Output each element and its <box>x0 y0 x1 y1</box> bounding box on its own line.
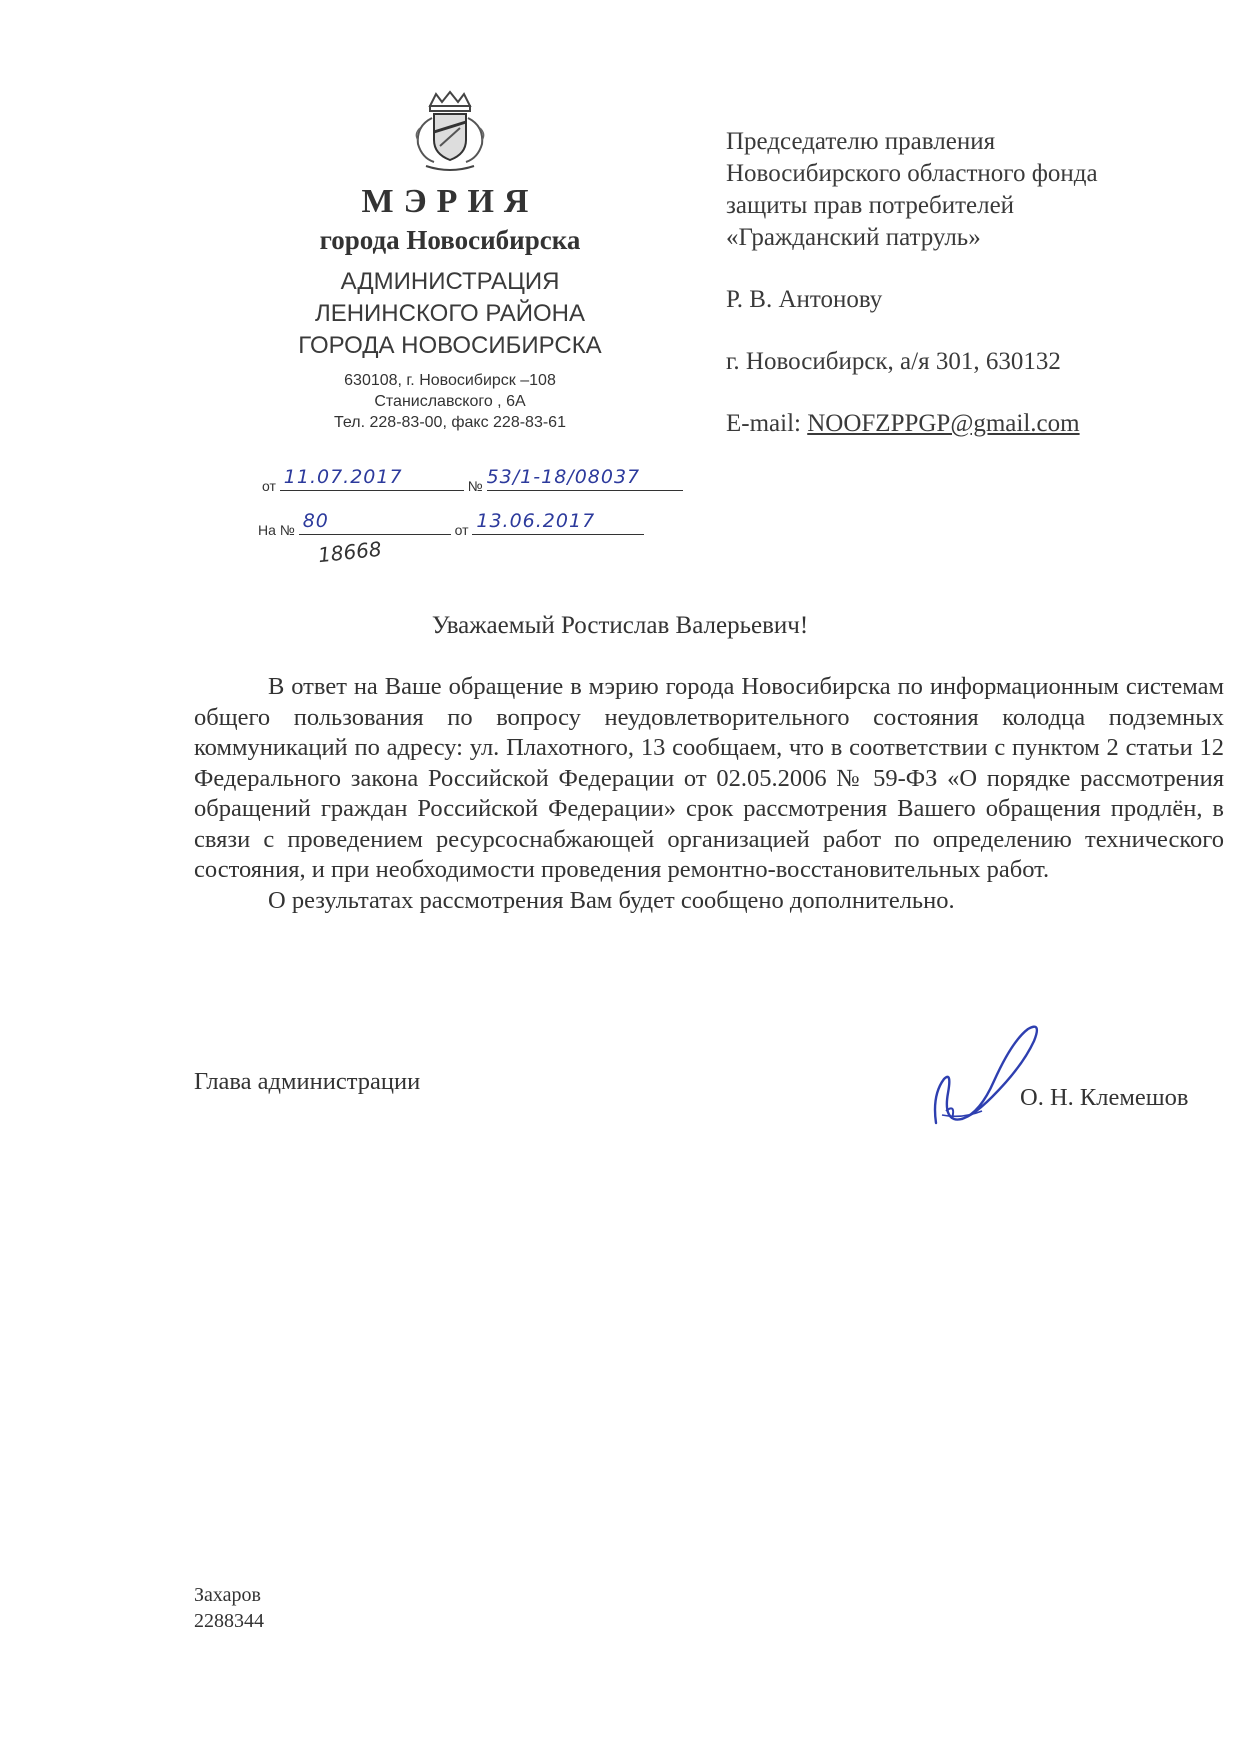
org-address-line: 630108, г. Новосибирск –108 <box>344 372 556 389</box>
reg-date-field <box>280 468 464 491</box>
org-city: города Новосибирска <box>319 225 581 255</box>
executor-name: Захаров <box>194 1584 261 1606</box>
hand-note: 18668 <box>316 536 383 568</box>
email-link[interactable]: NOOFZPPGP@gmail.com <box>807 410 1080 437</box>
org-admin-line: АДМИНИСТРАЦИЯ <box>340 268 560 295</box>
org-mayor: МЭРИЯ <box>361 183 539 220</box>
addressee-line: Новосибирского областного фонда <box>726 160 1098 187</box>
addressee-line: «Гражданский патруль» <box>726 224 981 251</box>
org-admin-line: ГОРОДА НОВОСИБИРСКА <box>298 332 602 359</box>
reg-date: 11.07.2017 <box>283 466 403 488</box>
registration-line-outgoing <box>262 468 683 494</box>
reply-date-field <box>472 512 644 535</box>
addressee-email-line <box>726 408 1206 440</box>
reg-from-label: от <box>262 478 276 494</box>
signatory-title: Глава администрации <box>194 1068 421 1095</box>
org-address-line: Станиславского , 6А <box>374 393 526 410</box>
org-address-line: Тел. 228-83-00, факс 228-83-61 <box>334 414 566 431</box>
salutation: Уважаемый Ростислав Валерьевич! <box>431 612 809 639</box>
org-address <box>230 370 670 433</box>
reply-from-label: от <box>454 522 469 538</box>
reply-number: 80 <box>302 510 329 532</box>
letter-body <box>194 672 1224 916</box>
executor-block <box>194 1582 264 1634</box>
reply-date: 13.06.2017 <box>476 510 596 532</box>
addressee-line: Председателю правления <box>726 128 996 155</box>
sender-block <box>230 88 670 433</box>
reg-number-label: № <box>467 478 483 494</box>
reply-number-field <box>299 512 451 535</box>
executor-phone: 2288344 <box>194 1610 264 1632</box>
org-admin-line: ЛЕНИНСКОГО РАЙОНА <box>314 300 586 327</box>
org-admin <box>230 266 670 362</box>
registration-line-reply <box>258 512 644 538</box>
reg-number-field <box>487 468 683 491</box>
body-paragraph: О результатах рассмотрения Вам будет сообщено дополнительно. <box>268 886 955 914</box>
signatory-name: О. Н. Клемешов <box>1020 1084 1189 1111</box>
addressee-line: защиты прав потребителей <box>726 192 1015 219</box>
body-paragraph: В ответ на Ваше обращение в мэрию города Новосибирска по информационным системам общего пользования по вопросу неудовлетворительного состояния колодца подземных коммуникаций по адресу: ул. Плахотного, 13 сообщаем, что в соответствии с пунктом 2 статьи 12 Федерального закона Российской Федерации от 02.05.2006 № 59-ФЗ «О порядке рассмотрения обращений граждан Российской Федерации» срок рассмотрения Вашего обращения продлён, в связи с проведением ресурсоснабжающей организацией работ по определению технического состояния, и при необходимости проведения ремонтно-восстановительных работ. <box>194 673 1224 883</box>
addressee-postal: г. Новосибирск, а/я 301, 630132 <box>726 348 1061 375</box>
addressee-block <box>726 126 1206 440</box>
reg-number: 53/1-18/08037 <box>486 466 641 488</box>
novosibirsk-coat-of-arms-icon <box>406 88 494 176</box>
email-label: E-mail: <box>726 410 808 437</box>
reply-label: На № <box>258 522 295 538</box>
addressee-name: Р. В. Антонову <box>726 286 883 313</box>
